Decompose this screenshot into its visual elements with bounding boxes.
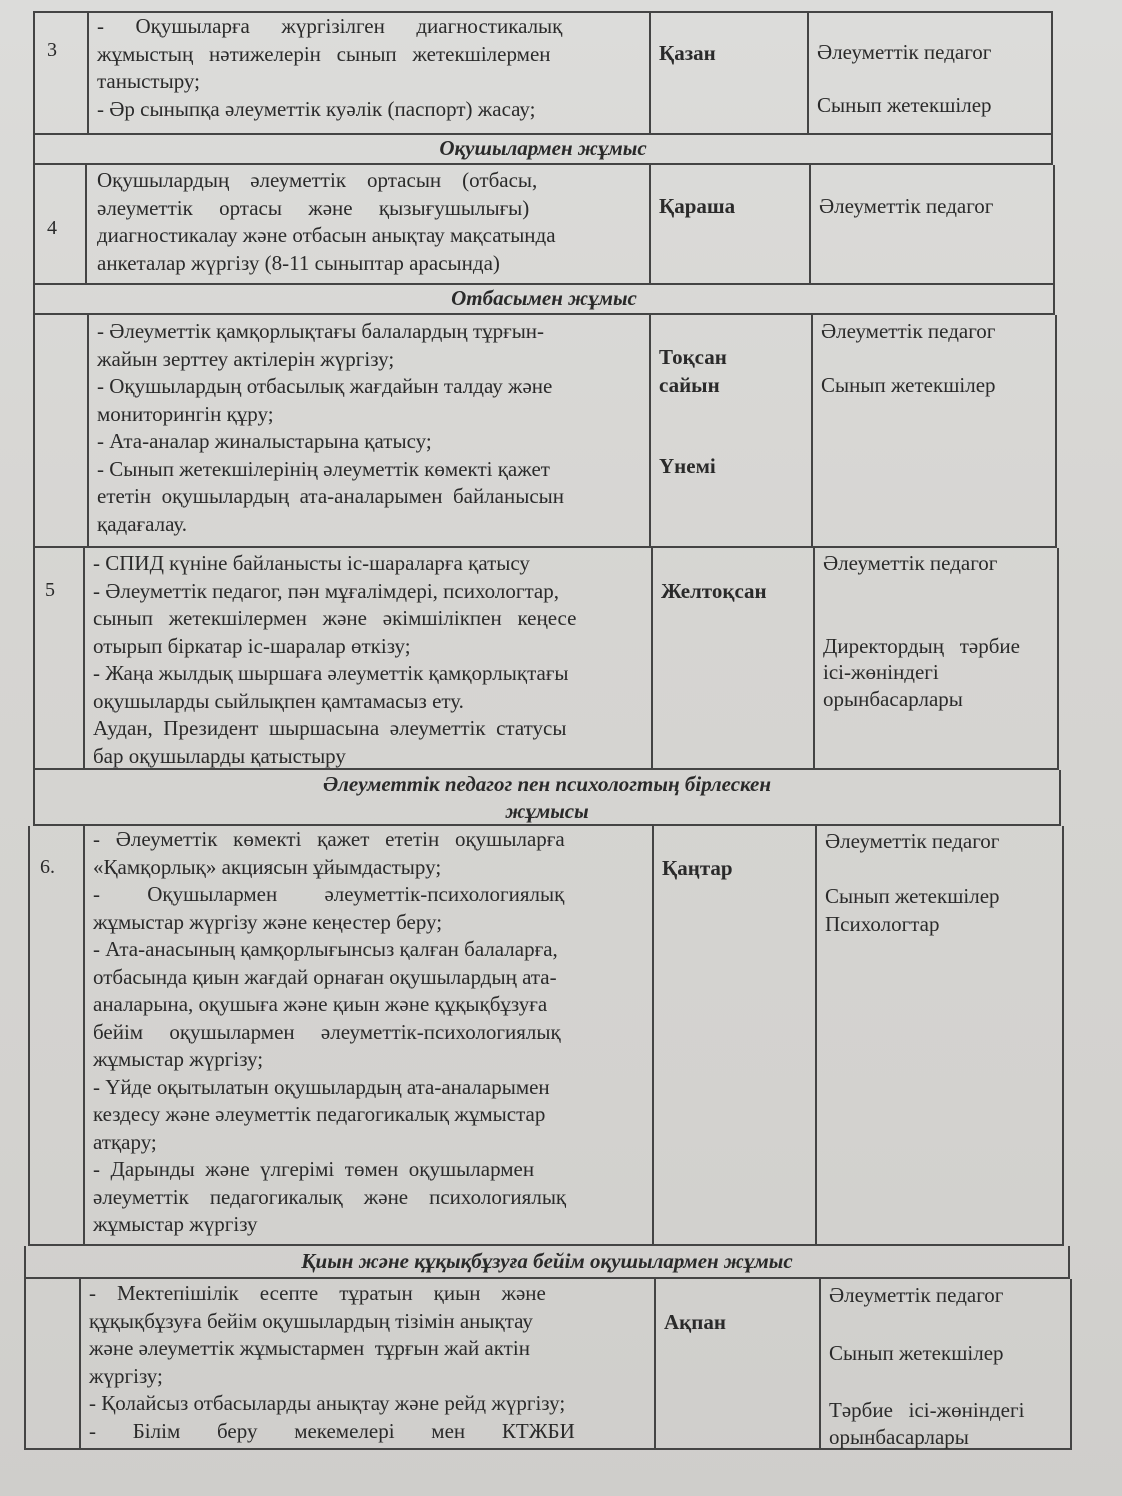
activity-cell bbox=[97, 13, 642, 133]
column-divider bbox=[654, 1279, 656, 1448]
activity-line: мониторингін құру; bbox=[97, 401, 274, 426]
responsible-item: Әлеуметтік педагог bbox=[821, 319, 996, 343]
activity-line: «Қамқорлық» акциясын ұйымдастыру; bbox=[93, 854, 442, 879]
activity-line: оқушыларды сыйлықпен қамтамасыз ету. bbox=[93, 688, 464, 713]
month-cell bbox=[664, 1279, 814, 1448]
activity-line: жүргізу; bbox=[89, 1363, 163, 1388]
column-divider bbox=[815, 826, 817, 1244]
activity-line: - Сынып жетекшілерінің әлеуметтік көмекті қажет bbox=[97, 456, 550, 481]
activity-line: - Ата-аналар жиналыстарына қатысу; bbox=[97, 429, 432, 453]
activity-line: - Үйде оқытылатын оқушылардың ата-аналарымен bbox=[93, 1074, 550, 1099]
responsible-item: Психологтар bbox=[825, 912, 940, 936]
row-number: 5 bbox=[45, 579, 55, 601]
activity-line: - СПИД күніне байланысты іс-шараларға қатысу bbox=[93, 551, 530, 575]
responsible-cell bbox=[825, 826, 1055, 1244]
row-number-cell bbox=[30, 826, 83, 1244]
activity-line: әлеуметтік педагогикалық және психологиялық bbox=[93, 1184, 567, 1209]
responsible-item: орынбасарлары bbox=[829, 1425, 969, 1449]
column-divider bbox=[649, 315, 651, 546]
column-divider bbox=[87, 315, 89, 546]
column-divider bbox=[819, 1279, 821, 1448]
column-divider bbox=[649, 13, 651, 133]
responsible-cell bbox=[823, 548, 1053, 768]
responsible-cell bbox=[819, 165, 1049, 283]
section-header-joint-work bbox=[33, 770, 1061, 826]
activity-line: Аудан, Президент шыршасына әлеуметтік статусы bbox=[93, 716, 567, 740]
activity-cell bbox=[93, 550, 640, 768]
activity-line: отырып біркатар іс-шаралар өткізу; bbox=[93, 633, 411, 658]
activity-line: ететін оқушылардың ата-аналарымен байланысын bbox=[97, 484, 565, 508]
responsible-item: Әлеуметтік педагог bbox=[825, 829, 1000, 853]
activity-line: - Әлеуметтік көмекті қажет ететін оқушыларға bbox=[93, 827, 565, 851]
table-row-7 bbox=[24, 1279, 1072, 1450]
responsible-item: Сынып жетекшілер bbox=[817, 93, 992, 117]
section-title: Әлеуметтік педагог пен психологтың бірлескен bbox=[322, 772, 772, 796]
activity-line: - Оқушылармен әлеуметтік-психологиялық bbox=[93, 882, 565, 906]
activity-line: - Әлеуметтік педагог, пән мұғалімдері, психологтар, bbox=[93, 578, 559, 603]
section-header-students bbox=[33, 135, 1053, 165]
column-divider bbox=[85, 165, 87, 283]
activity-line: жұмыстың нәтижелерін сынып жетекшілермен bbox=[97, 41, 551, 66]
responsible-item: Сынып жетекшілер bbox=[829, 1341, 1004, 1365]
row-number-cell bbox=[35, 13, 87, 133]
responsible-item: Әлеуметтік педагог bbox=[817, 40, 992, 64]
month-label: Қаңтар bbox=[662, 856, 733, 880]
activity-line: - Оқушыларға жүргізілген диагностикалық bbox=[97, 14, 563, 38]
column-divider bbox=[809, 165, 811, 283]
section-title: Оқушылармен жұмыс bbox=[439, 136, 647, 160]
activity-line: әлеуметтік ортасы және қызығушылығы) bbox=[97, 195, 530, 220]
column-divider bbox=[83, 826, 85, 1244]
section-header-family bbox=[33, 285, 1055, 315]
activity-line: және әлеуметтік жұмыстармен тұрғын жай актін bbox=[89, 1336, 530, 1360]
month-cell bbox=[662, 826, 812, 1244]
activity-line: таныстыру; bbox=[97, 69, 200, 93]
month-cell bbox=[659, 165, 804, 283]
responsible-cell bbox=[821, 315, 1051, 546]
table-row-6 bbox=[28, 826, 1064, 1246]
month-cell bbox=[661, 548, 811, 768]
column-divider bbox=[79, 1279, 81, 1448]
activity-line: аналарына, оқушыға және қиын және құқықбұзуға bbox=[93, 992, 548, 1016]
month-label: Желтоқсан bbox=[661, 579, 767, 603]
responsible-item: Директордың тәрбие bbox=[823, 634, 1020, 658]
row-number-cell bbox=[35, 165, 85, 283]
section-title: Қиын және құқықбұзуға бейім оқушылармен жұмыс bbox=[301, 1249, 793, 1273]
activity-line: жұмыстар жүргізу bbox=[93, 1212, 258, 1236]
activity-line: отбасында қиын жағдай орнаған оқушылардың ата- bbox=[93, 964, 557, 989]
responsible-item: ісі-жөніндегі bbox=[823, 660, 939, 684]
responsible-item: Әлеуметтік педагог bbox=[819, 194, 994, 218]
responsible-item: Сынып жетекшілер bbox=[821, 373, 996, 397]
responsible-item: Сынып жетекшілер bbox=[825, 884, 1000, 908]
activity-line: - Әлеуметтік қамқорлықтағы балалардың тұрғын- bbox=[97, 319, 545, 343]
column-divider bbox=[651, 548, 653, 768]
activity-line: жұмыстар жүргізу; bbox=[93, 1047, 264, 1071]
month-label: Қазан bbox=[659, 41, 716, 65]
section-title: Отбасымен жұмыс bbox=[451, 286, 637, 310]
activity-cell bbox=[93, 826, 641, 1244]
activity-cell bbox=[97, 167, 642, 283]
responsible-cell bbox=[829, 1279, 1059, 1448]
activity-line: бар оқушыларды қатыстыру bbox=[93, 743, 346, 768]
column-divider bbox=[649, 165, 651, 283]
responsible-cell bbox=[817, 13, 1047, 133]
activity-line: атқару; bbox=[93, 1129, 157, 1154]
table-row-5 bbox=[33, 548, 1059, 770]
activity-line: қадағалау. bbox=[97, 511, 188, 536]
row-number: 3 bbox=[47, 39, 57, 61]
activity-line: кездесу және әлеуметтік педагогикалық жұмыстар bbox=[93, 1102, 546, 1126]
activity-line: анкеталар жүргізу (8-11 сыныптар арасында) bbox=[97, 250, 500, 275]
month-cell bbox=[659, 315, 759, 546]
row-number: 6. bbox=[40, 856, 55, 878]
activity-line: - Әр сыныпқа әлеуметтік куәлік (паспорт) жасау; bbox=[97, 96, 536, 121]
column-divider bbox=[813, 548, 815, 768]
activity-line: - Жаңа жылдық шыршаға әлеуметтік қамқорлықтағы bbox=[93, 661, 569, 685]
table-row-family bbox=[33, 315, 1057, 548]
section-header-difficult-students bbox=[24, 1246, 1070, 1279]
month-label: Үнемі bbox=[659, 454, 716, 478]
activity-line: - Оқушылардың отбасылық жағдайын талдау және bbox=[97, 374, 553, 398]
activity-line: құқықбұзуға бейім оқушылардың тізімін анықтау bbox=[89, 1308, 533, 1333]
responsible-item: Тәрбие ісі-жөніндегі bbox=[829, 1398, 1025, 1422]
activity-cell bbox=[89, 1280, 644, 1448]
row-number: 4 bbox=[47, 217, 57, 239]
row-number-cell bbox=[35, 548, 83, 768]
activity-line: - Мектепішілік есепте тұратын қиын және bbox=[89, 1281, 546, 1305]
month-label: Ақпан bbox=[664, 1310, 726, 1334]
activity-line: бейім оқушылармен әлеуметтік-психологиялық bbox=[93, 1019, 561, 1044]
month-label: Тоқсан сайын bbox=[659, 345, 727, 397]
column-divider bbox=[83, 548, 85, 768]
column-divider bbox=[811, 315, 813, 546]
activity-cell bbox=[97, 318, 642, 546]
table-row-3 bbox=[33, 11, 1053, 135]
activity-line: - Білім беру мекемелері мен КТЖБИ bbox=[89, 1418, 575, 1443]
activity-line: диагностикалау және отбасын анықтау мақсатында bbox=[97, 223, 556, 247]
activity-line: Оқушылардың әлеуметтік ортасын (отбасы, bbox=[97, 168, 538, 192]
section-title: жұмысы bbox=[505, 799, 589, 823]
activity-line: жұмыстар жүргізу және кеңестер беру; bbox=[93, 909, 443, 934]
row-number-cell bbox=[26, 1279, 79, 1448]
activity-line: жайын зерттеу актілерін жүргізу; bbox=[97, 346, 395, 371]
column-divider bbox=[807, 13, 809, 133]
responsible-item: Әлеуметтік педагог bbox=[823, 551, 998, 575]
activity-line: - Ата-анасының қамқорлығынсыз қалған балаларға, bbox=[93, 937, 558, 961]
responsible-item: орынбасарлары bbox=[823, 687, 963, 711]
table-row-4 bbox=[33, 165, 1055, 285]
month-label: Қараша bbox=[659, 194, 736, 218]
activity-line: - Қолайсыз отбасыларды анықтау және рейд жүргізу; bbox=[89, 1391, 566, 1415]
row-number-cell bbox=[35, 315, 87, 546]
responsible-item: Әлеуметтік педагог bbox=[829, 1283, 1004, 1307]
activity-line: сынып жетекшілермен және әкімшілікпен кеңесе bbox=[93, 606, 577, 630]
activity-line: - Дарынды және үлгерімі төмен оқушылармен bbox=[93, 1157, 535, 1181]
column-divider bbox=[652, 826, 654, 1244]
column-divider bbox=[87, 13, 89, 133]
month-cell bbox=[659, 13, 804, 133]
